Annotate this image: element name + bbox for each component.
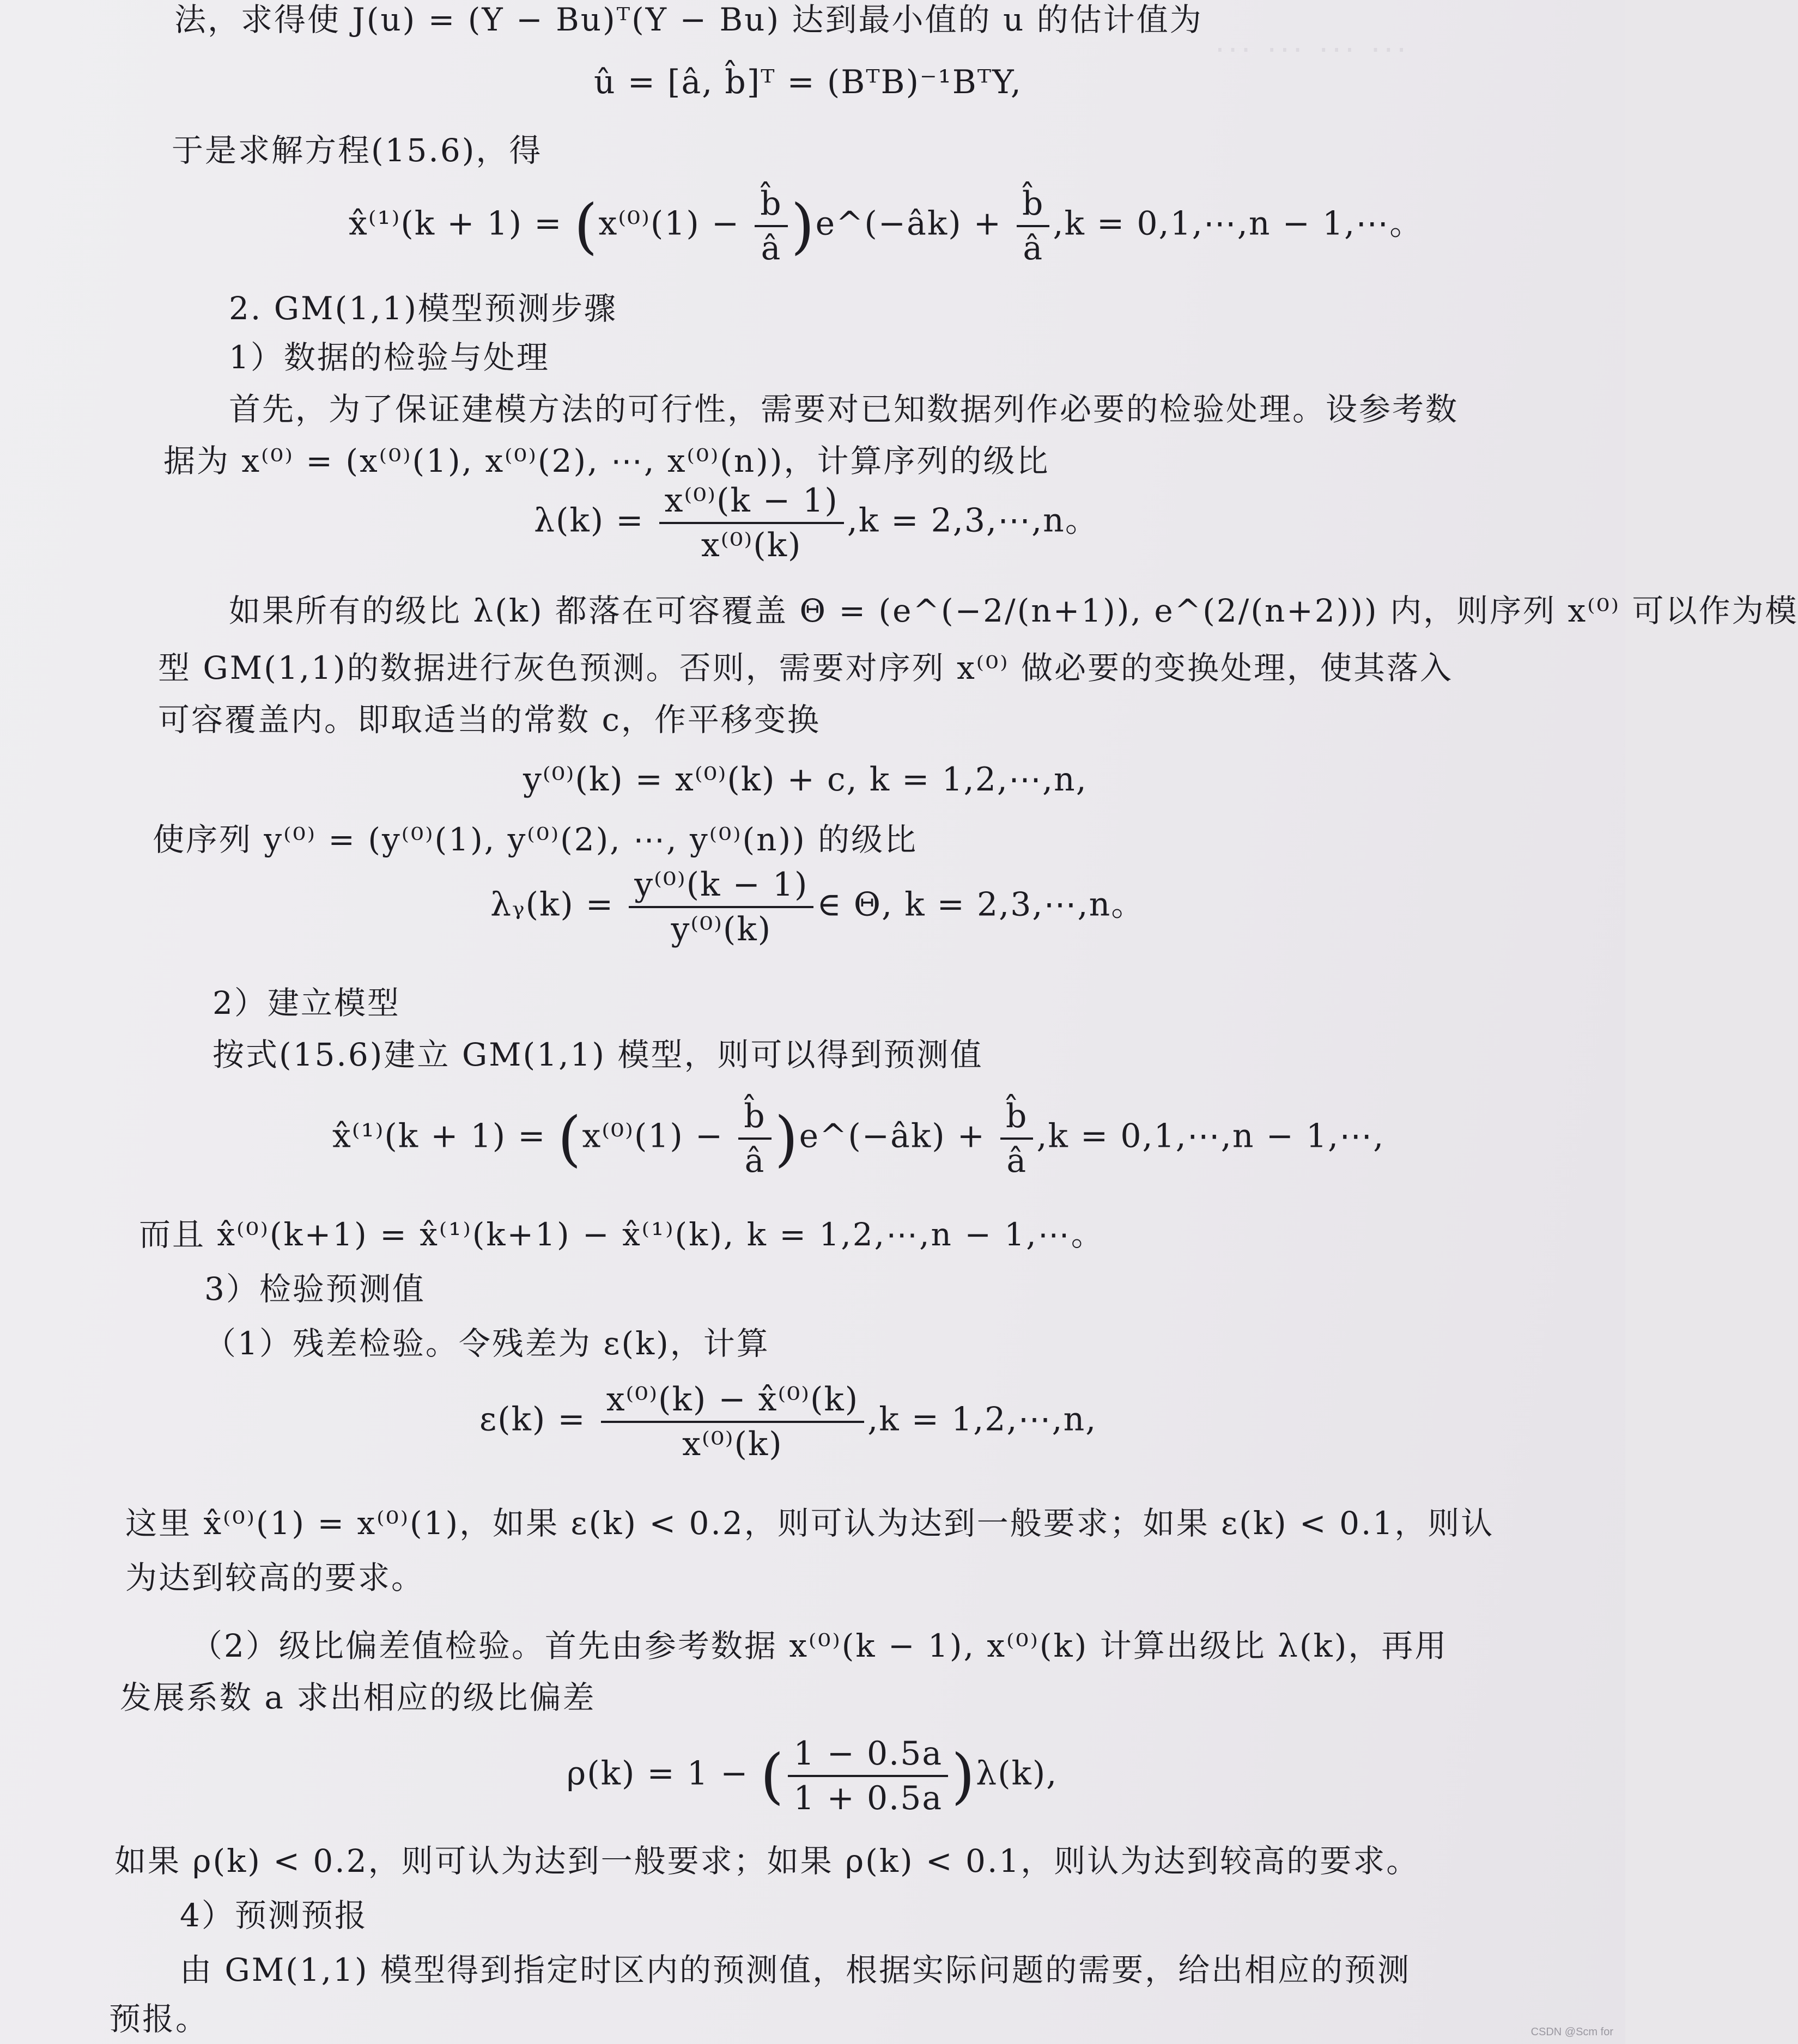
paren-close: ) <box>791 191 816 261</box>
equation-ratio-deviation <box>567 1732 1058 1820</box>
denominator: x⁽⁰⁾(k) <box>682 1425 783 1463</box>
eq-tail: ∈ Θ, k = 2,3,⋯,n。 <box>817 885 1145 924</box>
text-line: 法，求得使 J(u) = (Y − Bu)ᵀ(Y − Bu) 达到最小值的 u 的估计值为 <box>174 1 1203 38</box>
text-line: （2）级比偏差值检验。首先由参考数据 x⁽⁰⁾(k − 1), x⁽⁰⁾(k) 计算出级比 λ(k)，再用 <box>191 1627 1448 1664</box>
equation-time-response <box>349 182 1423 270</box>
fraction <box>788 1732 948 1820</box>
text-line: 如果 ρ(k) < 0.2，则可认为达到一般要求；如果 ρ(k) < 0.1，则认为达到较高的要求。 <box>114 1842 1420 1879</box>
fraction <box>601 1378 865 1465</box>
denominator: â <box>744 1142 766 1180</box>
eq-bracket-term: x⁽⁰⁾(1) − <box>598 204 740 243</box>
eq-tail: ,k = 2,3,⋯,n。 <box>847 501 1099 540</box>
text-line: 这里 x̂⁽⁰⁾(1) = x⁽⁰⁾(1)，如果 ε(k) < 0.2，则可认为达到一般要求；如果 ε(k) < 0.1，则认 <box>125 1505 1495 1542</box>
text-line: 首先，为了保证建模方法的可行性，需要对已知数据列作必要的检验处理。设参考数 <box>229 391 1459 428</box>
paren-close: ) <box>774 1104 799 1173</box>
equation-ratio-y <box>490 863 1145 951</box>
denominator: y⁽⁰⁾(k) <box>671 910 772 948</box>
denominator: â <box>761 229 782 267</box>
numerator: 1 − 0.5a <box>788 1732 948 1777</box>
numerator: y⁽⁰⁾(k − 1) <box>629 863 813 908</box>
equation-translation: y⁽⁰⁾(k) = x⁽⁰⁾(k) + c, k = 1,2,⋯,n, <box>523 761 1088 799</box>
subsection-heading: 1）数据的检验与处理 <box>229 339 550 376</box>
numerator: x⁽⁰⁾(k − 1) <box>659 479 844 524</box>
numerator: b̂ <box>1017 182 1049 227</box>
paren-close: ) <box>951 1741 976 1811</box>
eq-tail: ,k = 1,2,⋯,n, <box>867 1400 1097 1439</box>
text-line: 发展系数 a 求出相应的级比偏差 <box>120 1679 596 1716</box>
numerator: b̂ <box>1000 1095 1033 1140</box>
numerator: x⁽⁰⁾(k) − x̂⁽⁰⁾(k) <box>601 1378 865 1423</box>
fraction-b-over-a <box>755 182 787 270</box>
text-line: 按式(15.6)建立 GM(1,1) 模型，则可以得到预测值 <box>212 1036 983 1073</box>
denominator: â <box>1023 229 1044 267</box>
numerator: b̂ <box>738 1095 771 1140</box>
text-line: 由 GM(1,1) 模型得到指定时区内的预测值，根据实际问题的需要，给出相应的预测 <box>180 1951 1411 1988</box>
fraction-b-over-a <box>1000 1095 1033 1182</box>
text-line: 为达到较高的要求。 <box>125 1559 425 1596</box>
text-line: 于是求解方程(15.6)，得 <box>172 132 543 169</box>
section-heading: 2. GM(1,1)模型预测步骤 <box>229 290 617 327</box>
exponent-term: e^(−âk) <box>815 204 962 243</box>
eq-left: ε(k) = <box>479 1400 586 1439</box>
eq-tail: λ(k), <box>976 1754 1058 1793</box>
denominator: x⁽⁰⁾(k) <box>701 526 802 564</box>
subsection-heading: 3）检验预测值 <box>204 1270 426 1307</box>
equation-ls-estimate: û = [â, b̂]ᵀ = (BᵀB)⁻¹BᵀY, <box>594 63 1022 101</box>
fraction-b-over-a <box>1017 182 1049 270</box>
paren-open: ( <box>760 1741 785 1811</box>
equation-residual <box>479 1378 1097 1465</box>
text-line: 而且 x̂⁽⁰⁾(k+1) = x̂⁽¹⁾(k+1) − x̂⁽¹⁾(k), k = 1,2,⋯,n − 1,⋯。 <box>139 1216 1104 1253</box>
eq-bracket-term: x⁽⁰⁾(1) − <box>582 1117 724 1155</box>
subsection-heading: 2）建立模型 <box>212 984 400 1021</box>
text-line: 预报。 <box>109 2000 209 2037</box>
paren-open: ( <box>557 1104 582 1173</box>
eq-left: ρ(k) = 1 − <box>567 1754 749 1793</box>
paren-open: ( <box>574 191 599 261</box>
text-line: 使序列 y⁽⁰⁾ = (y⁽⁰⁾(1), y⁽⁰⁾(2), ⋯, y⁽⁰⁾(n)) 的级比 <box>153 821 918 858</box>
fraction-b-over-a <box>738 1095 771 1182</box>
subsection-heading: 4）预测预报 <box>180 1897 368 1934</box>
text-line: 据为 x⁽⁰⁾ = (x⁽⁰⁾(1), x⁽⁰⁾(2), ⋯, x⁽⁰⁾(n))，计算序列的级比 <box>163 442 1050 479</box>
denominator: â <box>1006 1142 1028 1180</box>
equation-time-response-2 <box>332 1095 1384 1182</box>
eq-left: x̂⁽¹⁾(k + 1) = <box>332 1117 546 1155</box>
text-line: 型 GM(1,1)的数据进行灰色预测。否则，需要对序列 x⁽⁰⁾ 做必要的变换处理，使其落入 <box>158 649 1453 686</box>
eq-tail: ,k = 0,1,⋯,n − 1,⋯, <box>1036 1117 1385 1155</box>
text-line: 可容覆盖内。即取适当的常数 c，作平移变换 <box>158 701 821 738</box>
fraction <box>629 863 813 951</box>
denominator: 1 + 0.5a <box>793 1779 943 1817</box>
eq-left: λᵧ(k) = <box>490 885 615 924</box>
show-through-text: ··· ··· ··· ··· <box>1215 33 1410 68</box>
eq-tail: ,k = 0,1,⋯,n − 1,⋯。 <box>1053 204 1424 243</box>
text-line: 如果所有的级比 λ(k) 都落在可容覆盖 Θ = (e^(−2/(n+1)), e^(2/(n+2))) 内，则序列 x⁽⁰⁾ 可以作为模 <box>229 592 1798 629</box>
fraction <box>659 479 844 567</box>
numerator: b̂ <box>755 182 787 227</box>
exponent-term: e^(−âk) <box>799 1117 946 1155</box>
plus-sign: + <box>973 204 1002 243</box>
eq-left: λ(k) = <box>534 501 645 540</box>
text-line: （1）残差检验。令残差为 ε(k)，计算 <box>204 1325 770 1362</box>
equation-ratio <box>534 479 1099 567</box>
eq-left: x̂⁽¹⁾(k + 1) = <box>349 204 563 243</box>
plus-sign: + <box>957 1117 986 1155</box>
watermark: CSDN @Scm for <box>1530 2026 1613 2038</box>
